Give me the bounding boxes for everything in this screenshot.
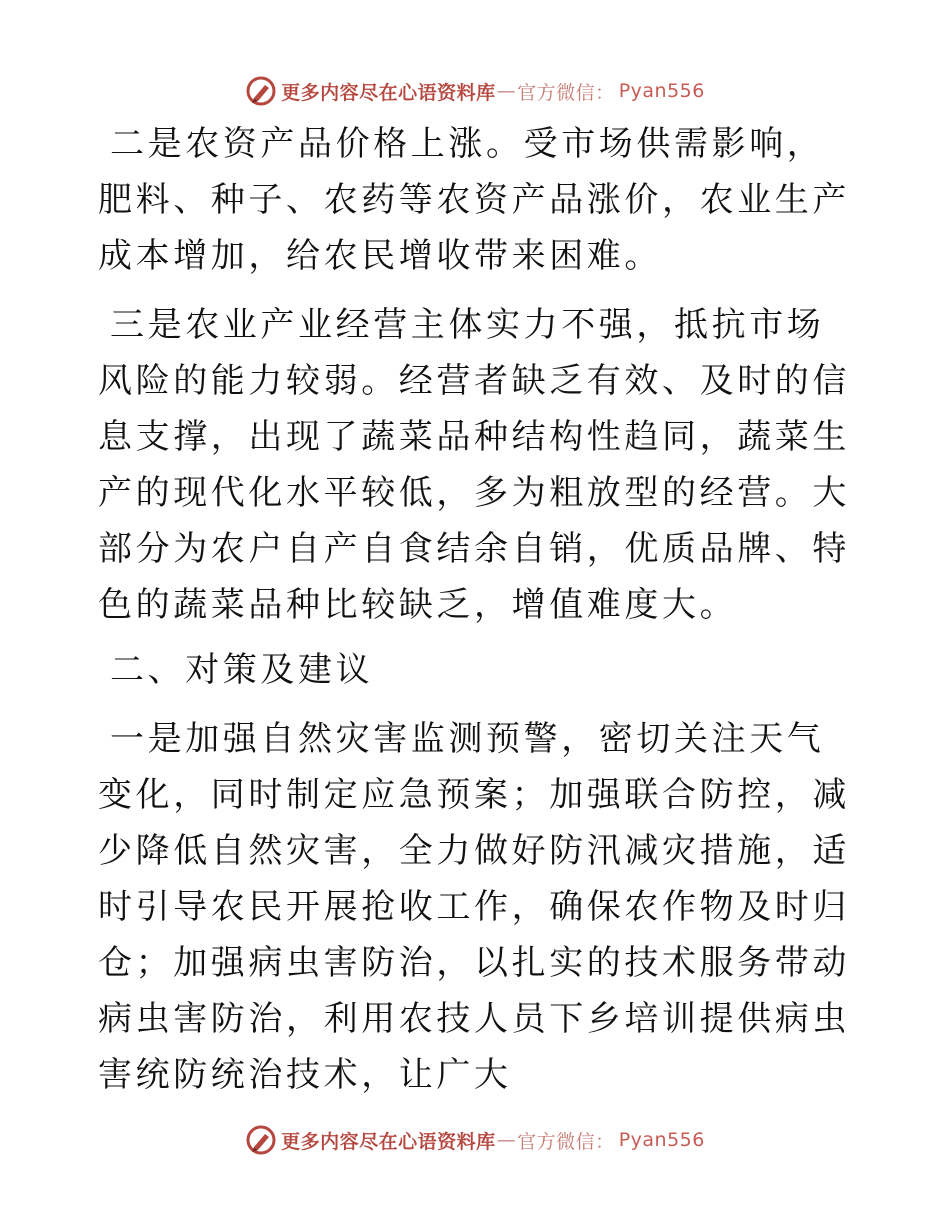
watermark-separator: —	[496, 1129, 517, 1151]
paragraph-rising-input-prices: 二是农资产品价格上涨。受市场供需影响，肥料、种子、农药等农资产品涨价，农业生产成本增加，给农民增收带来困难。	[98, 124, 850, 276]
document-body	[98, 116, 850, 1103]
paragraph-disaster-monitoring: 一是加强自然灾害监测预警，密切关注天气变化，同时制定应急预案；加强联合防控，减少降低自然灾害，全力做好防汛减灾措施，适时引导农民开展抢收工作，确保农作物及时归仓；加强病虫害防治，以扎实的技术服务带动病虫害防治，利用农技人员下乡培训提供病虫害统防统治技术，让广大	[98, 719, 850, 1095]
watermark-colon: ：	[595, 1130, 615, 1153]
watermark-text: 更多内容尽在心语资料库	[281, 81, 496, 104]
watermark-wechat-label: 官方微信	[517, 81, 596, 104]
watermark-text: 更多内容尽在心语资料库	[281, 1130, 496, 1153]
watermark-wechat-id: Pyan556	[618, 1129, 705, 1151]
section-heading-countermeasures: 二、对策及建议	[110, 650, 374, 690]
paragraph-weak-operators: 三是农业产业经营主体实力不强，抵抗市场风险的能力较弱。经营者缺乏有效、及时的信息支撑，出现了蔬菜品种结构性趋同，蔬菜生产的现代化水平较低，多为粗放型的经营。大部分为农户自产自食结余自销，优质品牌、特色的蔬菜品种比较缺乏，增值难度大。	[98, 305, 850, 625]
pen-circle-logo-icon	[245, 75, 277, 107]
pen-circle-logo-icon	[245, 1124, 277, 1156]
footer-watermark	[0, 1120, 950, 1160]
watermark-wechat-id: Pyan556	[618, 80, 705, 102]
watermark-wechat-label: 官方微信	[517, 1130, 596, 1153]
watermark-colon: ：	[595, 81, 615, 104]
watermark-separator: —	[496, 80, 517, 102]
header-watermark	[0, 71, 950, 111]
